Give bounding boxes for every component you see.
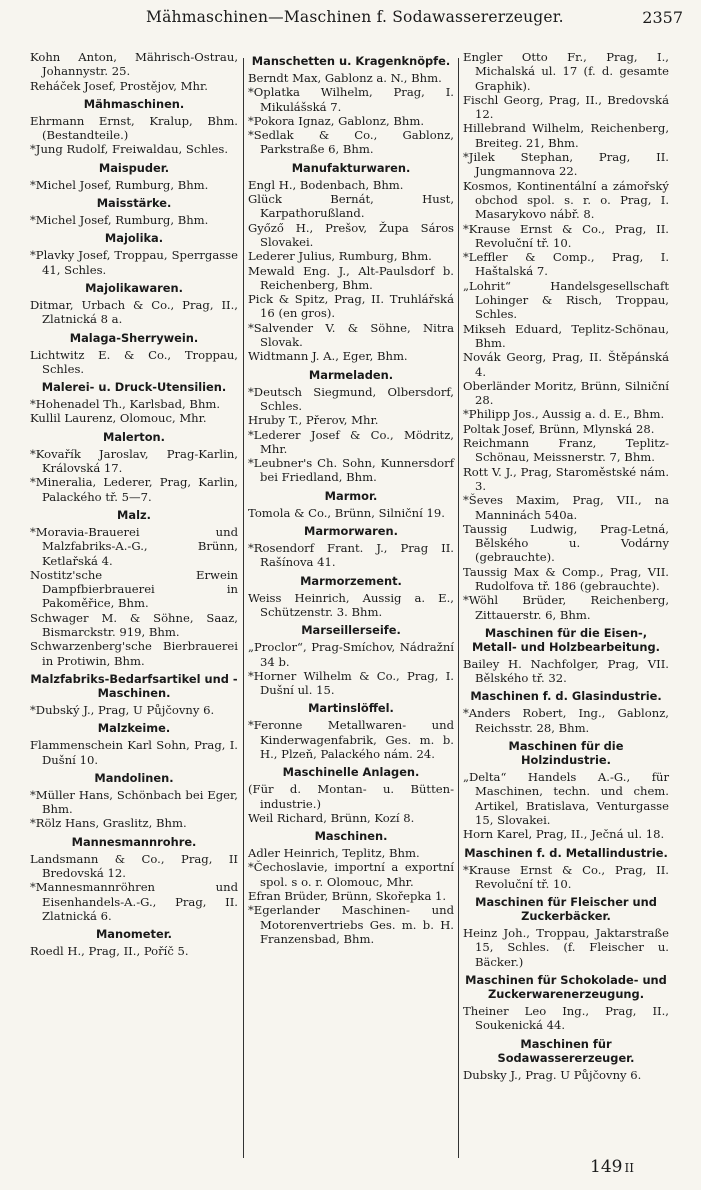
directory-entry: Flammenschein Karl Sohn, Prag, I. Dušní 10.	[30, 738, 238, 767]
section-heading: Maschinen f. d. Glasindustrie.	[470, 689, 662, 704]
page-header	[28, 6, 683, 30]
directory-entry: *Egerlander Maschinen- und Motorenvertriebs Ges. m. b. H. Franzensbad, Bhm.	[248, 903, 454, 946]
page-footer	[590, 1157, 634, 1177]
signature-mark: 149	[590, 1157, 623, 1177]
directory-entry: Hruby T., Přerov, Mhr.	[248, 413, 379, 428]
directory-entry: Berndt Max, Gablonz a. N., Bhm.	[248, 71, 442, 85]
directory-entry: Theiner Leo Ing., Prag, II., Soukenická 44.	[463, 1004, 669, 1033]
directory-entry: *Moravia-Brauerei und Malzfabriks-A.-G., Brünn, Ketlařská 4.	[30, 524, 238, 568]
directory-entry: *Dubský J., Prag, U Půjčovny 6.	[30, 702, 215, 717]
column-rule-right	[458, 58, 459, 1158]
directory-entry: Schwarzenberg'sche Bierbrauerei in Protiwin, Bhm.	[30, 639, 238, 668]
directory-entry: *Deutsch Siegmund, Olbersdorf, Schles.	[248, 384, 454, 413]
directory-entry: Tomola & Co., Brünn, Silniční 19.	[248, 505, 445, 520]
directory-entry: Kullil Laurenz, Olomouc, Mhr.	[30, 411, 207, 426]
directory-entry: „Proclor“, Prag-Smíchov, Nádražní 34 b.	[248, 640, 454, 669]
section-heading: Malzfabriks-Bedarfsartikel und -Maschinen.	[30, 671, 238, 700]
directory-entry: Mewald Eng. J., Alt-Paulsdorf b. Reichenberg, Bhm.	[248, 263, 454, 292]
column-3	[463, 50, 669, 1082]
directory-entry: Engl H., Bodenbach, Bhm.	[248, 177, 404, 192]
directory-entry: Kosmos, Kontinentální a zámořský obchod spol. s. r. o. Prag, I. Masarykovo nábř. 8.	[463, 178, 669, 222]
section-heading: Maisstärke.	[96, 196, 172, 211]
directory-entry: Engler Otto Fr., Prag, I., Michalská ul. 17 (f. d. gesamte Graphik).	[463, 50, 669, 93]
directory-entry: „Lohrit“ Handelsgesellschaft Lohinger & Risch, Troppau, Schles.	[463, 278, 669, 322]
directory-entry: Glück Bernát, Hust, Karpathorußland.	[248, 192, 454, 221]
directory-entry: Reichmann Franz, Teplitz-Schönau, Meissnerstr. 7, Bhm.	[463, 436, 669, 465]
directory-entry: *Mannesmannröhren und Eisenhandels-A.-G., Prag, II. Zlatnická 6.	[30, 880, 238, 923]
section-heading: Maschinelle Anlagen.	[282, 765, 420, 780]
directory-entry: Hillebrand Wilhelm, Reichenberg, Breiteg. 21, Bhm.	[463, 121, 669, 150]
directory-entry: *Michel Josef, Rumburg, Bhm.	[30, 177, 209, 192]
section-heading: Manufakturwaren.	[291, 160, 411, 175]
column-1	[30, 50, 238, 958]
directory-entry: (Für d. Montan- u. Bütten-industrie.)	[248, 782, 454, 811]
directory-entry: Horn Karel, Prag, II., Ječná ul. 18.	[463, 827, 665, 842]
directory-entry: *Rosendorf Frant. J., Prag II. Rašínova 41.	[248, 541, 454, 570]
section-heading: Marseillerseife.	[301, 623, 401, 638]
directory-entry: Lichtwitz E. & Co., Troppau, Schles.	[30, 347, 238, 376]
section-heading: Maschinen.	[314, 829, 388, 844]
section-heading: Mandolinen.	[94, 770, 174, 785]
directory-entry: Lederer Julius, Rumburg, Bhm.	[248, 249, 432, 264]
directory-entry: *Michel Josef, Rumburg, Bhm.	[30, 213, 209, 228]
directory-entry: *Hohenadel Th., Karlsbad, Bhm.	[30, 397, 221, 412]
directory-entry: *Kovařík Jaroslav, Prag-Karlin, Královská 17.	[30, 446, 238, 476]
directory-entry: *Salvender V. & Söhne, Nitra Slovak.	[248, 320, 454, 350]
directory-entry: *Krause Ernst & Co., Prag, II. Revoluční tř. 10.	[463, 862, 669, 891]
directory-entry: Novák Georg, Prag, II. Štěpánská 4.	[463, 350, 669, 379]
directory-entry: *Leubner's Ch. Sohn, Kunnersdorf bei Friedland, Bhm.	[248, 456, 454, 485]
directory-entry: *Müller Hans, Schönbach bei Eger, Bhm.	[30, 787, 238, 817]
section-heading: Maschinen für die Holzindustrie.	[508, 739, 624, 768]
directory-entry: Reháček Josef, Prostějov, Mhr.	[30, 78, 208, 93]
directory-entry: Rott V. J., Prag, Staroměstské nám. 3.	[463, 464, 669, 493]
section-heading: Maschinen f. d. Metallindustrie.	[464, 845, 668, 860]
section-heading: Manometer.	[95, 927, 173, 942]
directory-entry: Schwager M. & Söhne, Saaz, Bismarckstr. 919, Bhm.	[30, 610, 238, 640]
section-heading: Majolikawaren.	[85, 280, 183, 295]
directory-entry: *Feronne Metallwaren- und Kinderwagenfabrik, Ges. m. b. H., Plzeň, Palackého nám. 24.	[248, 718, 454, 761]
directory-entry: Ehrmann Ernst, Kralup, Bhm. (Bestandteile.)	[30, 113, 238, 143]
directory-entry: „Delta“ Handels A.-G., für Maschinen, techn. und chem. Artikel, Bratislava, Venturgasse 15, Slovakei.	[463, 770, 669, 827]
directory-entry: Mikseh Eduard, Teplitz-Schönau, Bhm.	[463, 321, 669, 350]
directory-entry: Landsmann & Co., Prag, II Bredovská 12.	[30, 851, 238, 880]
signature-sheet: II	[624, 1161, 634, 1175]
directory-entry: *Jilek Stephan, Prag, II. Jungmannova 22.	[463, 150, 669, 179]
directory-entry: *Krause Ernst & Co., Prag, II. Revoluční tř. 10.	[463, 221, 669, 250]
directory-entry: Pick & Spitz, Prag, II. Truhlářská 16 (en gros).	[248, 292, 454, 321]
section-heading: Majolika.	[104, 231, 164, 246]
section-heading: Maschinen für die Eisen-, Metall- und Holzbearbeitung.	[471, 625, 661, 654]
directory-entry: *Philipp Jos., Aussig a. d. E., Bhm.	[463, 407, 665, 422]
directory-entry: *Oplatka Wilhelm, Prag, I. Mikulášská 7.	[248, 85, 454, 114]
section-heading: Martinslöffel.	[308, 701, 394, 716]
section-heading: Malzkeime.	[97, 721, 171, 736]
section-heading: Malerton.	[103, 429, 165, 444]
directory-entry: Weiss Heinrich, Aussig a. E., Schützenstr. 3. Bhm.	[248, 590, 454, 619]
directory-entry: *Ševes Maxim, Prag, VII., na Manninách 540a.	[463, 493, 669, 522]
directory-entry: Ditmar, Urbach & Co., Prag, II., Zlatnická 8 a.	[30, 297, 238, 327]
section-heading: Marmor.	[324, 488, 378, 503]
directory-entry: Widtmann J. A., Eger, Bhm.	[248, 349, 408, 364]
section-heading: Maschinen für Fleischer und Zuckerbäcker.	[475, 895, 657, 924]
section-heading: Marmorzement.	[300, 573, 402, 588]
section-heading: Malerei- u. Druck-Utensilien.	[41, 380, 227, 395]
directory-entry: Efran Brüder, Brünn, Skořepka 1.	[248, 889, 447, 904]
column-rule-left	[243, 58, 244, 1158]
directory-entry: *Plavky Josef, Troppau, Sperrgasse 41, Schles.	[30, 248, 238, 277]
section-heading: Malaga-Sherrywein.	[69, 330, 199, 345]
section-heading: Mähmaschinen.	[83, 96, 185, 111]
directory-entry: Bailey H. Nachfolger, Prag, VII. Bělského tř. 32.	[463, 656, 669, 686]
directory-entry: *Wöhl Brüder, Reichenberg, Zittauerstr. 6, Bhm.	[463, 593, 669, 622]
directory-entry: *Anders Robert, Ing., Gablonz, Reichsstr. 28, Bhm.	[463, 706, 669, 735]
directory-entry: Adler Heinrich, Teplitz, Bhm.	[248, 846, 420, 861]
section-heading: Maschinen für Schokolade- und Zuckerwarenerzeugung.	[465, 973, 667, 1002]
directory-entry: Fischl Georg, Prag, II., Bredovská 12.	[463, 92, 669, 122]
directory-entry: *Horner Wilhelm & Co., Prag, I. Dušní ul. 15.	[248, 668, 454, 698]
directory-entry: Győző H., Prešov, Župa Sáros Slovakei.	[248, 220, 454, 249]
section-heading: Maispuder.	[98, 160, 170, 175]
column-2	[248, 50, 454, 946]
page-number: 2357	[642, 8, 683, 27]
directory-entry: *Mineralia, Lederer, Prag, Karlin, Palackého tř. 5—7.	[30, 475, 238, 504]
directory-entry: Kohn Anton, Mährisch-Ostrau, Johannystr. 25.	[30, 50, 238, 79]
section-heading: Marmorwaren.	[304, 524, 398, 539]
directory-entry: *Čechoslavie, importní a exportní spol. s o. r. Olomouc, Mhr.	[248, 860, 454, 889]
directory-entry: *Lederer Josef & Co., Mödritz, Mhr.	[248, 427, 454, 456]
section-heading: Manschetten u. Kragenknöpfe.	[251, 54, 451, 68]
running-title: Mähmaschinen—Maschinen f. Sodawassererzeuger.	[146, 8, 564, 26]
section-heading: Mannesmannrohre.	[71, 834, 197, 849]
directory-entry: Dubsky J., Prag. U Půjčovny 6.	[463, 1067, 642, 1082]
directory-entry: *Sedlak & Co., Gablonz, Parkstraße 6, Bhm.	[248, 128, 454, 157]
directory-entry: *Leffler & Comp., Prag, I. Haštalská 7.	[463, 250, 669, 279]
directory-entry: Poltak Josef, Brünn, Mlynská 28.	[463, 421, 655, 436]
directory-entry: *Pokora Ignaz, Gablonz, Bhm.	[248, 113, 425, 128]
directory-entry: Taussig Ludwig, Prag-Letná, Bělského u. Vodárny (gebrauchte).	[463, 521, 669, 565]
section-heading: Marmeladen.	[308, 367, 394, 382]
directory-entry: *Jung Rudolf, Freiwaldau, Schles.	[30, 142, 229, 157]
section-heading: Maschinen für Sodawassererzeuger.	[497, 1036, 635, 1065]
directory-entry: Heinz Joh., Troppau, Jaktarstraße 15, Schles. (f. Fleischer u. Bäcker.)	[463, 926, 669, 969]
directory-entry: Taussig Max & Comp., Prag, VII. Rudolfova tř. 186 (gebrauchte).	[463, 564, 669, 593]
directory-entry: *Rölz Hans, Graslitz, Bhm.	[30, 816, 187, 831]
directory-entry: Roedl H., Prag, II., Poříč 5.	[30, 944, 189, 959]
directory-entry: Nostitz'sche Erwein Dampfbierbrauerei in Pakoměřice, Bhm.	[30, 567, 238, 611]
section-heading: Malz.	[117, 507, 151, 522]
directory-entry: Weil Richard, Brünn, Kozí 8.	[248, 810, 415, 825]
directory-entry: Oberländer Moritz, Brünn, Silniční 28.	[463, 378, 669, 408]
